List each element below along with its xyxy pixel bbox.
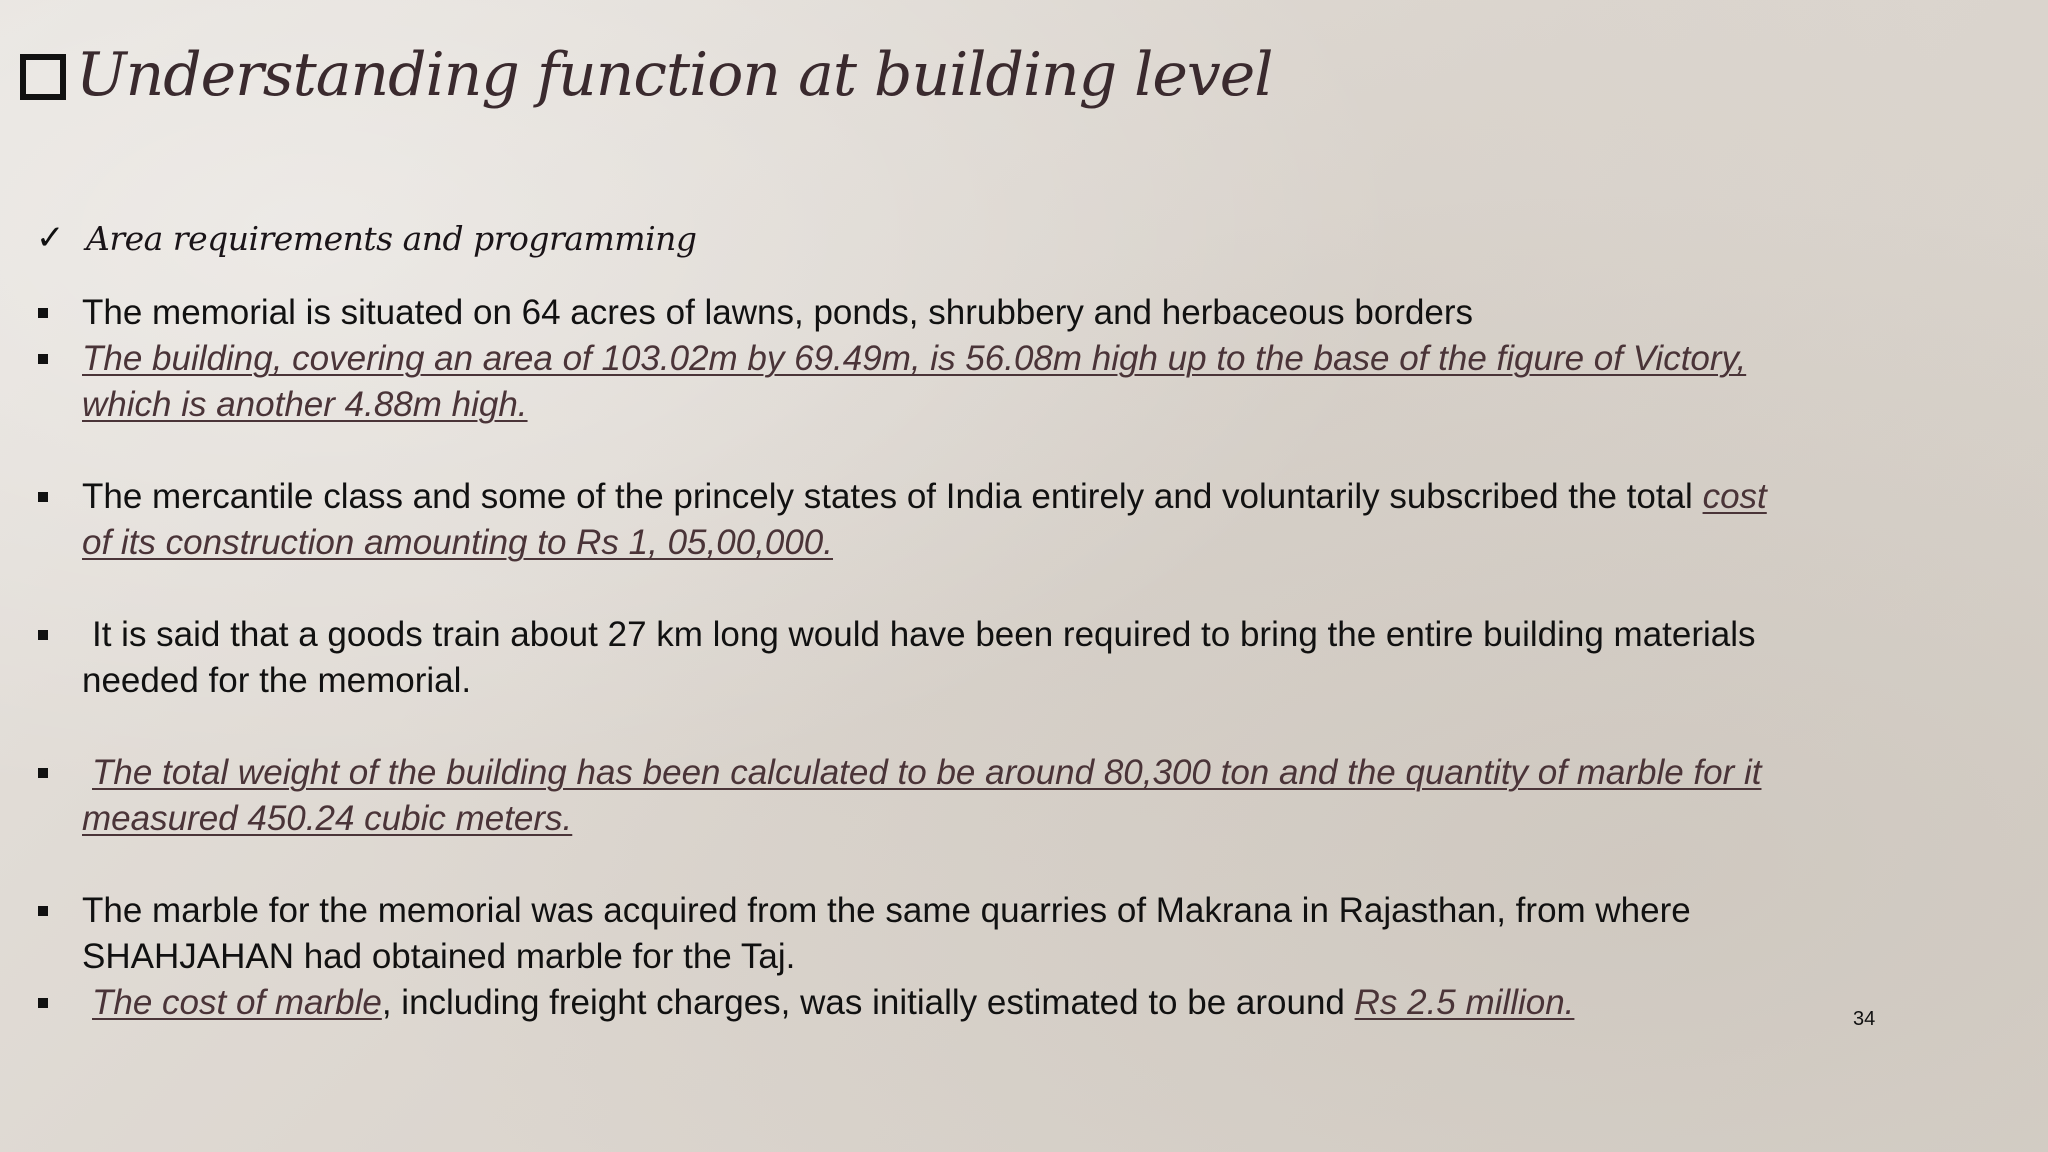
bullet-text-emphasis: Rs 2.5 million. (1354, 983, 1575, 1022)
page-number: 34 (1853, 1008, 1876, 1030)
bullet-text-emphasis: The building, covering an area of 103.02m by 69.49m, is 56.08m high up to the base of the figure of Victory, which is another 4.88m high. (82, 339, 1747, 424)
square-bullet-icon (38, 492, 48, 502)
bullet-text-emphasis: The total weight of the building has been calculated to be around 80,300 ton and the quantity of marble for it measured 450.24 cubic meters. (82, 753, 1762, 838)
spacer (36, 428, 1776, 474)
bullet-item-goods-train (36, 612, 1776, 704)
bullet-text: , including freight charges, was initially estimated to be around (381, 983, 1355, 1022)
subheading: Area requirements and programming (86, 218, 697, 258)
bullet-text: It is said that a goods train about 27 km long would have been required to bring the entire building materials needed for the memorial. (82, 615, 1756, 700)
slide-title: Understanding function at building level (76, 40, 1273, 110)
title-row (20, 30, 1272, 120)
bullet-item-weight (36, 750, 1776, 842)
square-bullet-icon (38, 308, 48, 318)
bullet-list (36, 290, 1776, 1026)
bullet-item-marble-cost (36, 980, 1776, 1026)
checkbox-square-icon (20, 54, 66, 100)
square-bullet-icon (38, 998, 48, 1008)
bullet-text: The memorial is situated on 64 acres of lawns, ponds, shrubbery and herbaceous borders (82, 293, 1474, 332)
bullet-item-dimensions (36, 336, 1776, 428)
bullet-text: The mercantile class and some of the princely states of India entirely and voluntarily subscribed the total (82, 477, 1703, 516)
checkmark-icon: ✓ (36, 218, 65, 258)
subheading-row (36, 218, 697, 258)
spacer (36, 566, 1776, 612)
bullet-item-site (36, 290, 1776, 336)
bullet-item-cost (36, 474, 1776, 566)
square-bullet-icon (38, 906, 48, 916)
bullet-text-emphasis: cost of its construction amounting to Rs 1, 05,00,000. (82, 477, 1767, 562)
bullet-text-emphasis: The cost of marble (92, 983, 382, 1022)
square-bullet-icon (38, 354, 48, 364)
square-bullet-icon (38, 630, 48, 640)
bullet-item-marble-source (36, 888, 1776, 980)
bullet-text: The marble for the memorial was acquired from the same quarries of Makrana in Rajasthan, from where SHAHJAHAN had obtained marble for the Taj. (82, 891, 1691, 976)
spacer (36, 842, 1776, 888)
spacer (36, 704, 1776, 750)
square-bullet-icon (38, 768, 48, 778)
